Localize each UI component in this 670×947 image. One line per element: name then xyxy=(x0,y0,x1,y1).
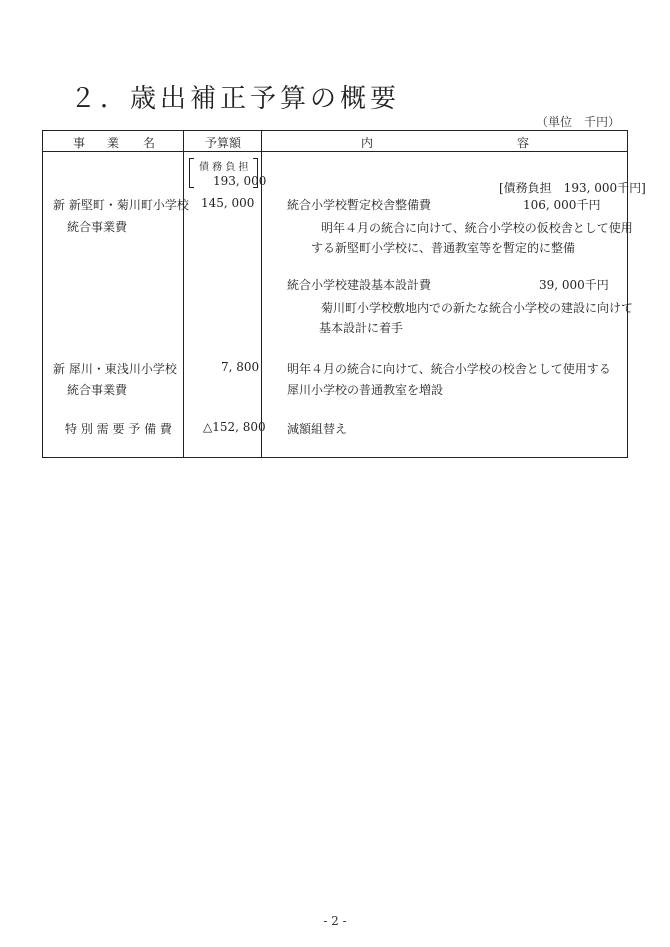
item-2-amount: 39, 000千円 xyxy=(539,278,609,292)
row-1-amount: 145, 000 xyxy=(201,196,255,210)
row-3-name: 特 別 需 要 予 備 費 xyxy=(65,422,172,436)
header-name-char-2: 業 xyxy=(107,136,120,150)
item-1-desc-line1: 明年４月の統合に向けて、統合小学校の仮校舎として使用 xyxy=(321,221,633,235)
header-divider xyxy=(43,151,627,152)
header-content-char-1: 内 xyxy=(361,136,374,150)
header-name-char-3: 名 xyxy=(143,136,156,150)
row-2-desc-line2: 犀川小学校の普通教室を増設 xyxy=(287,383,444,397)
unit-label: （単位 千円） xyxy=(535,115,620,129)
header-budget: 予算額 xyxy=(205,136,242,150)
item-1-title: 統合小学校暫定校舎整備費 xyxy=(287,198,432,212)
debt-burden-label: 債 務 負 担 xyxy=(199,162,249,173)
row-2-desc-line1: 明年４月の統合に向けて、統合小学校の校舎として使用する xyxy=(287,362,611,376)
debt-bracket-left xyxy=(189,158,194,188)
debt-burden-value: 193, 000 xyxy=(213,174,267,188)
row-3-desc: 減額組替え xyxy=(287,422,348,436)
row-2-name-line2: 統合事業費 xyxy=(67,383,128,397)
item-2-title: 統合小学校建設基本設計費 xyxy=(287,278,432,292)
header-content-char-2: 容 xyxy=(517,136,530,150)
header-name-char-1: 事 xyxy=(73,136,86,150)
item-2-desc-line1: 菊川町小学校敷地内での新たな統合小学校の建設に向けて xyxy=(321,301,634,315)
row-1-name-line1: 新 新堅町・菊川町小学校 xyxy=(53,198,189,212)
row-2-amount: 7, 800 xyxy=(221,360,260,374)
row-2-name-line1: 新 犀川・東浅川小学校 xyxy=(53,362,177,376)
budget-table xyxy=(42,130,646,458)
debt-note: [債務負担 193, 000千円] xyxy=(499,181,646,195)
item-2-desc-line2: 基本設計に着手 xyxy=(319,321,404,335)
page-title: ２．歳出補正予算の概要 xyxy=(70,84,401,114)
row-1-name-line2: 統合事業費 xyxy=(67,220,128,234)
row-3-amount: △152, 800 xyxy=(203,420,266,434)
page-number: - 2 - xyxy=(323,914,347,928)
item-1-desc-line2: する新堅町小学校に、普通教室等を暫定的に整備 xyxy=(311,241,576,255)
column-divider-1 xyxy=(183,131,184,457)
item-1-amount: 106, 000千円 xyxy=(523,198,601,212)
